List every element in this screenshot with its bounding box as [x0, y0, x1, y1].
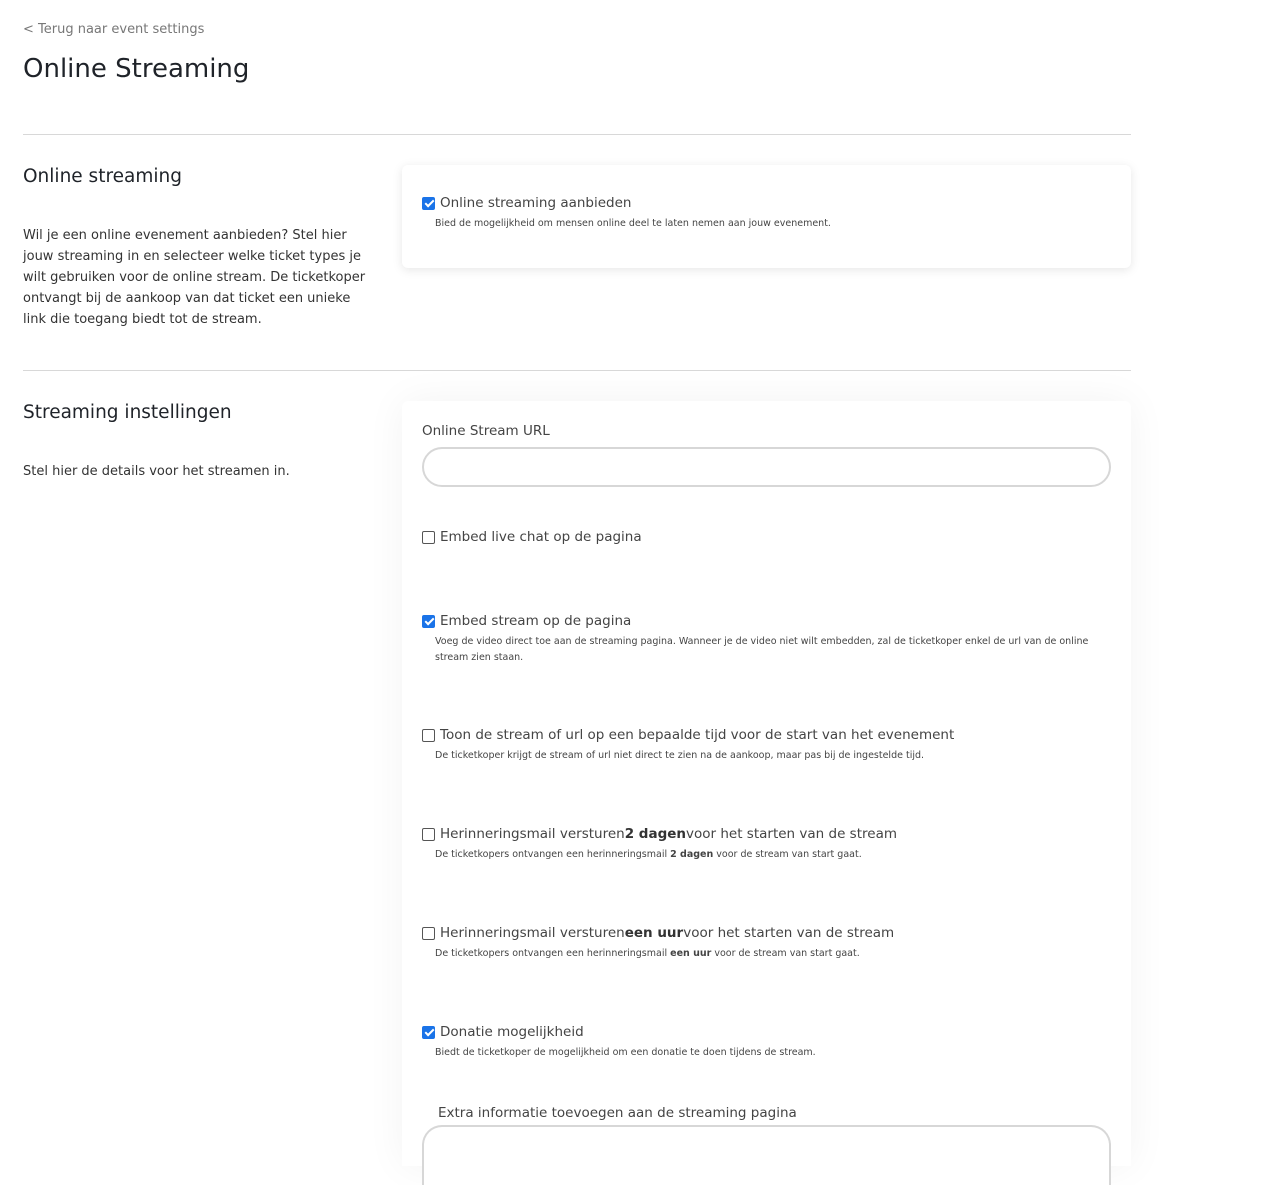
extra-info-textarea[interactable] — [422, 1125, 1111, 1185]
help-bold-text: 2 dagen — [670, 849, 714, 860]
section-title-streaming-settings: Streaming instellingen — [23, 402, 232, 423]
donation-help: Biedt de ticketkoper de mogelijkheid om een donatie te doen tijdens de stream. — [435, 1047, 816, 1058]
option-embed-stream — [422, 613, 1112, 666]
section-divider — [23, 134, 1131, 135]
reminder-1-hour-label[interactable] — [440, 925, 894, 941]
live-chat-label[interactable]: Embed live chat op de pagina — [440, 529, 642, 545]
stream-url-label: Online Stream URL — [422, 423, 550, 439]
timed-show-label[interactable]: Toon de stream of url op een bepaalde tijd voor de start van het evenement — [440, 727, 955, 743]
reminder-1-hour-help — [435, 946, 1112, 962]
reminder-2-days-checkbox[interactable] — [422, 828, 435, 841]
section-description-streaming-settings: Stel hier de details voor het streamen in. — [23, 464, 290, 479]
embed-stream-checkbox[interactable] — [422, 615, 435, 628]
reminder-2-days-label[interactable] — [440, 826, 897, 842]
help-text: De ticketkopers ontvangen een herinneringsmail — [435, 948, 671, 959]
option-online-streaming — [422, 195, 1112, 232]
page-title: Online Streaming — [23, 54, 250, 84]
option-live-chat — [422, 529, 1112, 545]
embed-stream-help: Voeg de video direct toe aan de streaming pagina. Wanneer je de video niet wilt embedden, zal de ticketkoper enkel de url van de online stream zien staan. — [435, 636, 1089, 663]
reminder-1-hour-checkbox[interactable] — [422, 927, 435, 940]
section-divider — [23, 370, 1131, 371]
stream-url-input[interactable] — [422, 447, 1111, 487]
timed-show-checkbox[interactable] — [422, 729, 435, 742]
help-text: voor de stream van start gaat. — [713, 849, 862, 860]
help-text: voor de stream van start gaat. — [711, 948, 860, 959]
embed-stream-label[interactable]: Embed stream op de pagina — [440, 613, 632, 629]
option-reminder-2-days — [422, 826, 1112, 863]
donation-checkbox[interactable] — [422, 1026, 435, 1039]
option-timed-show — [422, 727, 1112, 764]
label-text: voor het starten van de stream — [686, 826, 897, 842]
live-chat-checkbox[interactable] — [422, 531, 435, 544]
label-bold-text: een uur — [624, 925, 684, 941]
online-streaming-label[interactable]: Online streaming aanbieden — [440, 195, 632, 211]
extra-info-label: Extra informatie toevoegen aan de streaming pagina — [438, 1105, 797, 1121]
help-text: De ticketkopers ontvangen een herinneringsmail — [435, 849, 671, 860]
reminder-2-days-help — [435, 847, 1112, 863]
label-bold-text: 2 dagen — [624, 826, 687, 842]
donation-label[interactable]: Donatie mogelijkheid — [440, 1024, 584, 1040]
label-text: Herinneringsmail versturen — [440, 925, 625, 941]
online-streaming-card — [402, 165, 1131, 268]
label-text: Herinneringsmail versturen — [440, 826, 625, 842]
online-streaming-checkbox[interactable] — [422, 197, 435, 210]
online-streaming-help: Bied de mogelijkheid om mensen online deel te laten nemen aan jouw evenement. — [435, 218, 831, 229]
section-title-online-streaming: Online streaming — [23, 166, 182, 187]
streaming-settings-card — [402, 401, 1131, 1166]
option-donation — [422, 1024, 1112, 1061]
help-bold-text: een uur — [670, 948, 712, 959]
back-to-event-settings-link[interactable]: < Terug naar event settings — [23, 22, 205, 37]
section-description-online-streaming: Wil je een online evenement aanbieden? Stel hier jouw streaming in en selecteer welke ticket types je wilt gebruiken voor de online stream. De ticketkoper ontvangt bij de aankoop van dat ticket een unieke link die toegang biedt tot de stream. — [23, 228, 366, 327]
timed-show-help: De ticketkoper krijgt de stream of url niet direct te zien na de aankoop, maar pas bij de ingestelde tijd. — [435, 750, 925, 761]
option-reminder-1-hour — [422, 925, 1112, 962]
label-text: voor het starten van de stream — [683, 925, 895, 941]
